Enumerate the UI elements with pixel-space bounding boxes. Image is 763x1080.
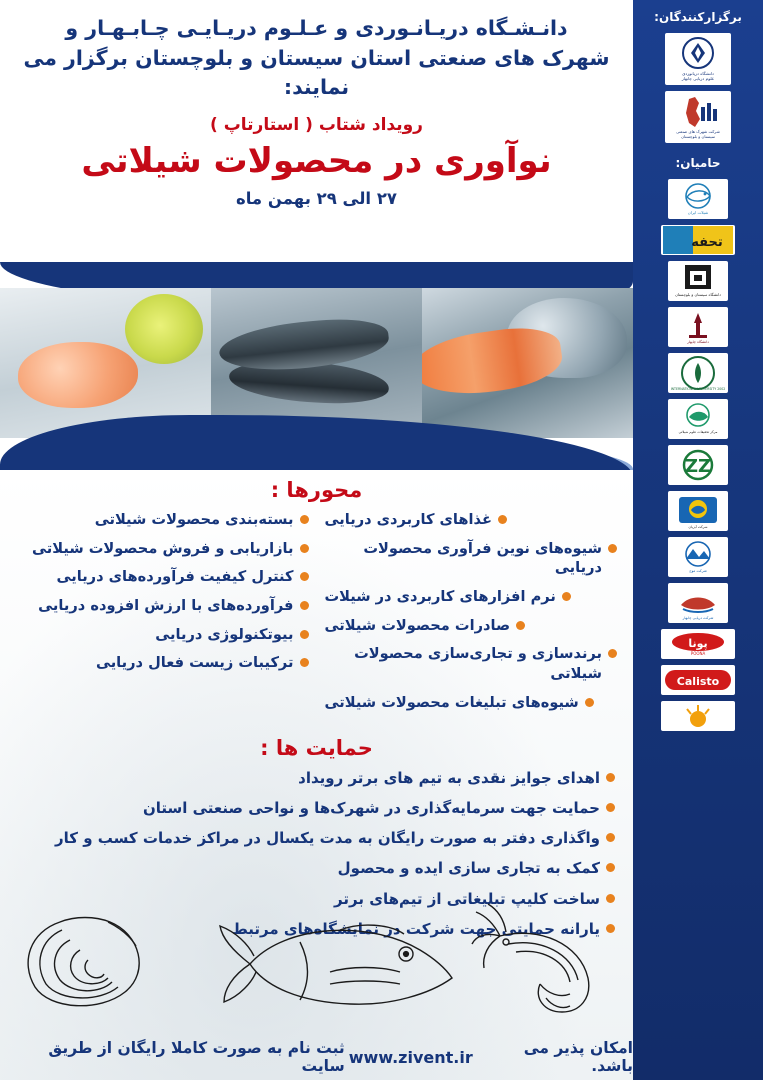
event-title: نوآوری در محصولات شیلاتی <box>81 141 552 182</box>
photo-band <box>0 262 633 477</box>
svg-text:ZZ: ZZ <box>684 456 712 477</box>
svg-text:دانشگاه سیستان و بلوچستان: دانشگاه سیستان و بلوچستان <box>675 292 721 297</box>
axis-item-label: غذاهای کاربردی دریایی <box>324 511 492 528</box>
logo-chabahar-maritime-university <box>665 33 731 85</box>
axes-section-title: محورها : <box>270 478 363 502</box>
axis-item-label: کنترل کیفیت فرآورده‌های دریایی <box>56 568 294 586</box>
poster-content <box>0 470 633 1080</box>
axis-item <box>325 616 618 636</box>
svg-text:شیلات ایران: شیلات ایران <box>687 210 709 215</box>
axis-item-label: بازاریابی و فروش محصولات شیلاتی <box>32 539 294 557</box>
svg-text:تحفه: تحفه <box>691 235 723 250</box>
bullet-icon <box>300 515 309 524</box>
logo-sunrise-brand <box>661 701 735 731</box>
axis-item-label: ترکیبات زیست فعال دریایی <box>95 654 294 672</box>
registration-url[interactable]: www.zivent.ir <box>348 1047 473 1067</box>
svg-text:دانشگاه دریانوردی: دانشگاه دریانوردی <box>682 71 714 76</box>
svg-text:شرکت موج: شرکت موج <box>689 569 707 573</box>
svg-text:علوم دریایی چابهار: علوم دریایی چابهار <box>681 76 715 81</box>
logo-chabahar-university-emblem <box>668 307 728 347</box>
support-item-label: کمک به تجاری سازی ایده و محصول <box>337 859 600 878</box>
axis-item-label: نرم افزارهای کاربردی در شیلات <box>324 588 556 606</box>
axis-item-label: بسته‌بندی محصولات شیلاتی <box>94 511 294 528</box>
support-item <box>18 798 615 818</box>
axis-item <box>16 596 309 616</box>
axis-item-label: برندسازی و تجاری‌سازی محصولات شیلاتی <box>354 645 602 683</box>
bullet-icon <box>606 833 615 842</box>
bullet-icon <box>606 863 615 872</box>
bullet-icon <box>498 515 507 524</box>
svg-text:سیستان و بلوچستان: سیستان و بلوچستان <box>681 134 715 139</box>
bullet-icon <box>300 544 309 553</box>
axis-item <box>16 567 309 587</box>
bullet-icon <box>516 621 525 630</box>
supports-section-title: حمایت ها : <box>260 735 373 760</box>
bullet-icon <box>585 698 594 707</box>
logo-industrial-estates-sistan-baluchestan <box>665 91 731 143</box>
line-art-illustrations <box>0 902 633 1022</box>
bullet-icon <box>562 592 571 601</box>
support-item-label: حمایت جهت سرمایه‌گذاری در شهرک‌ها و نواحی صنعتی استان <box>142 798 600 817</box>
bullet-icon <box>300 658 309 667</box>
bullet-icon <box>606 803 615 812</box>
axis-item <box>16 653 309 673</box>
axis-item <box>325 539 618 578</box>
axis-item-label: صادرات محصولات شیلاتی <box>324 616 511 634</box>
shrimp-line-art <box>472 904 589 1012</box>
svg-text:شرکت شهرک های صنعتی: شرکت شهرک های صنعتی <box>676 129 720 134</box>
axes-columns <box>0 510 633 722</box>
footer-text-after: امکان پذیر می باشد. <box>523 1039 633 1075</box>
support-item-label: ساخت کلیپ تبلیغاتی از تیم‌های برتر <box>334 889 600 908</box>
poster-footer <box>0 1034 633 1080</box>
support-item-label: یارانه حمایتی جهت شرکت در نمایشگاه‌های مرتبط <box>232 919 600 938</box>
fish-line-art <box>220 925 452 1004</box>
bullet-icon <box>606 773 615 782</box>
svg-text:شرکت دریایی چابهار: شرکت دریایی چابهار <box>682 616 714 620</box>
logo-sistan-baluchestan-university <box>668 261 728 301</box>
photo-strip <box>0 288 633 438</box>
sponsor-sidebar <box>633 0 763 1080</box>
bullet-icon <box>300 630 309 639</box>
bullet-icon <box>608 544 617 553</box>
svg-text:دانشگاه چابهار: دانشگاه چابهار <box>687 340 709 344</box>
salmon-steak-line-art <box>28 918 139 1006</box>
footer-text-before: ثبت نام به صورت کاملا رایگان از طریق سایت <box>48 1039 345 1075</box>
axis-item <box>325 644 618 683</box>
svg-text:Calisto: Calisto <box>676 675 720 688</box>
logo-poona-brand <box>661 629 735 659</box>
event-date: ۲۷ الی ۲۹ بهمن ماه <box>236 189 397 209</box>
organizers-label: برگزارکنندگان: <box>654 10 742 24</box>
logo-marine-science-research-center <box>668 399 728 439</box>
svg-text:INTERNATIONAL UNIVERSITY 2002: INTERNATIONAL UNIVERSITY 2002 <box>671 387 725 391</box>
axes-right-column <box>16 510 309 722</box>
axis-item-label: بیوتکنولوژی دریایی <box>155 625 294 643</box>
support-item <box>18 858 615 878</box>
svg-text:POONA: POONA <box>690 651 706 656</box>
svg-text:شرکت آبزیان: شرکت آبزیان <box>688 525 708 529</box>
axis-item <box>16 510 309 530</box>
organizer-line-1: دانـشـگاه دریـانـوردی و عـلـوم دریـایـی چـابـهـار و <box>65 16 568 40</box>
logo-calisto-brand <box>661 665 735 695</box>
bullet-icon <box>300 572 309 581</box>
logo-abzian-company <box>668 491 728 531</box>
axis-item <box>325 587 618 607</box>
support-item <box>18 828 615 848</box>
support-item <box>18 768 615 788</box>
svg-text:مرکز تحقیقات علوم شیلاتی: مرکز تحقیقات علوم شیلاتی <box>678 430 718 434</box>
event-kind-label: رویداد شتاب ( استارتاپ ) <box>210 115 423 136</box>
organizer-line-2: شهرک های صنعتی استان سیستان و بلوچستان برگزار می نمایند: <box>23 45 610 100</box>
logo-international-university-chabahar <box>668 353 728 393</box>
logo-chabahar-shipping <box>668 583 728 623</box>
bullet-icon <box>608 649 617 658</box>
photo-fish-salmon <box>422 288 633 438</box>
axis-item <box>325 693 618 713</box>
logo-fisheries-organization <box>668 179 728 219</box>
svg-text:پونا: پونا <box>688 637 708 650</box>
logo-tohfeh-brand <box>661 225 735 255</box>
poster-header <box>0 0 633 208</box>
axis-item <box>325 510 618 530</box>
support-item-label: اهدای جوایز نقدی به تیم های برتر رویداد <box>298 768 600 787</box>
axis-item-label: شیوه‌های تبلیغات محصولات شیلاتی <box>324 693 579 711</box>
supporters-label: حامیان: <box>675 156 721 170</box>
axis-item-label: فرآورده‌های با ارزش افزوده دریایی <box>38 597 294 615</box>
axis-item <box>16 539 309 559</box>
support-item-label: واگذاری دفتر به صورت رایگان به مدت یکسال در مراکز خدمات کسب و کار <box>55 829 600 847</box>
axis-item <box>16 625 309 645</box>
logo-mountain-wave-company <box>668 537 728 577</box>
axis-item-label: شیوه‌های نوین فرآوری محصولات دریایی <box>363 539 602 577</box>
logo-zz-company <box>668 445 728 485</box>
bullet-icon <box>300 601 309 610</box>
axes-left-column <box>325 510 618 722</box>
